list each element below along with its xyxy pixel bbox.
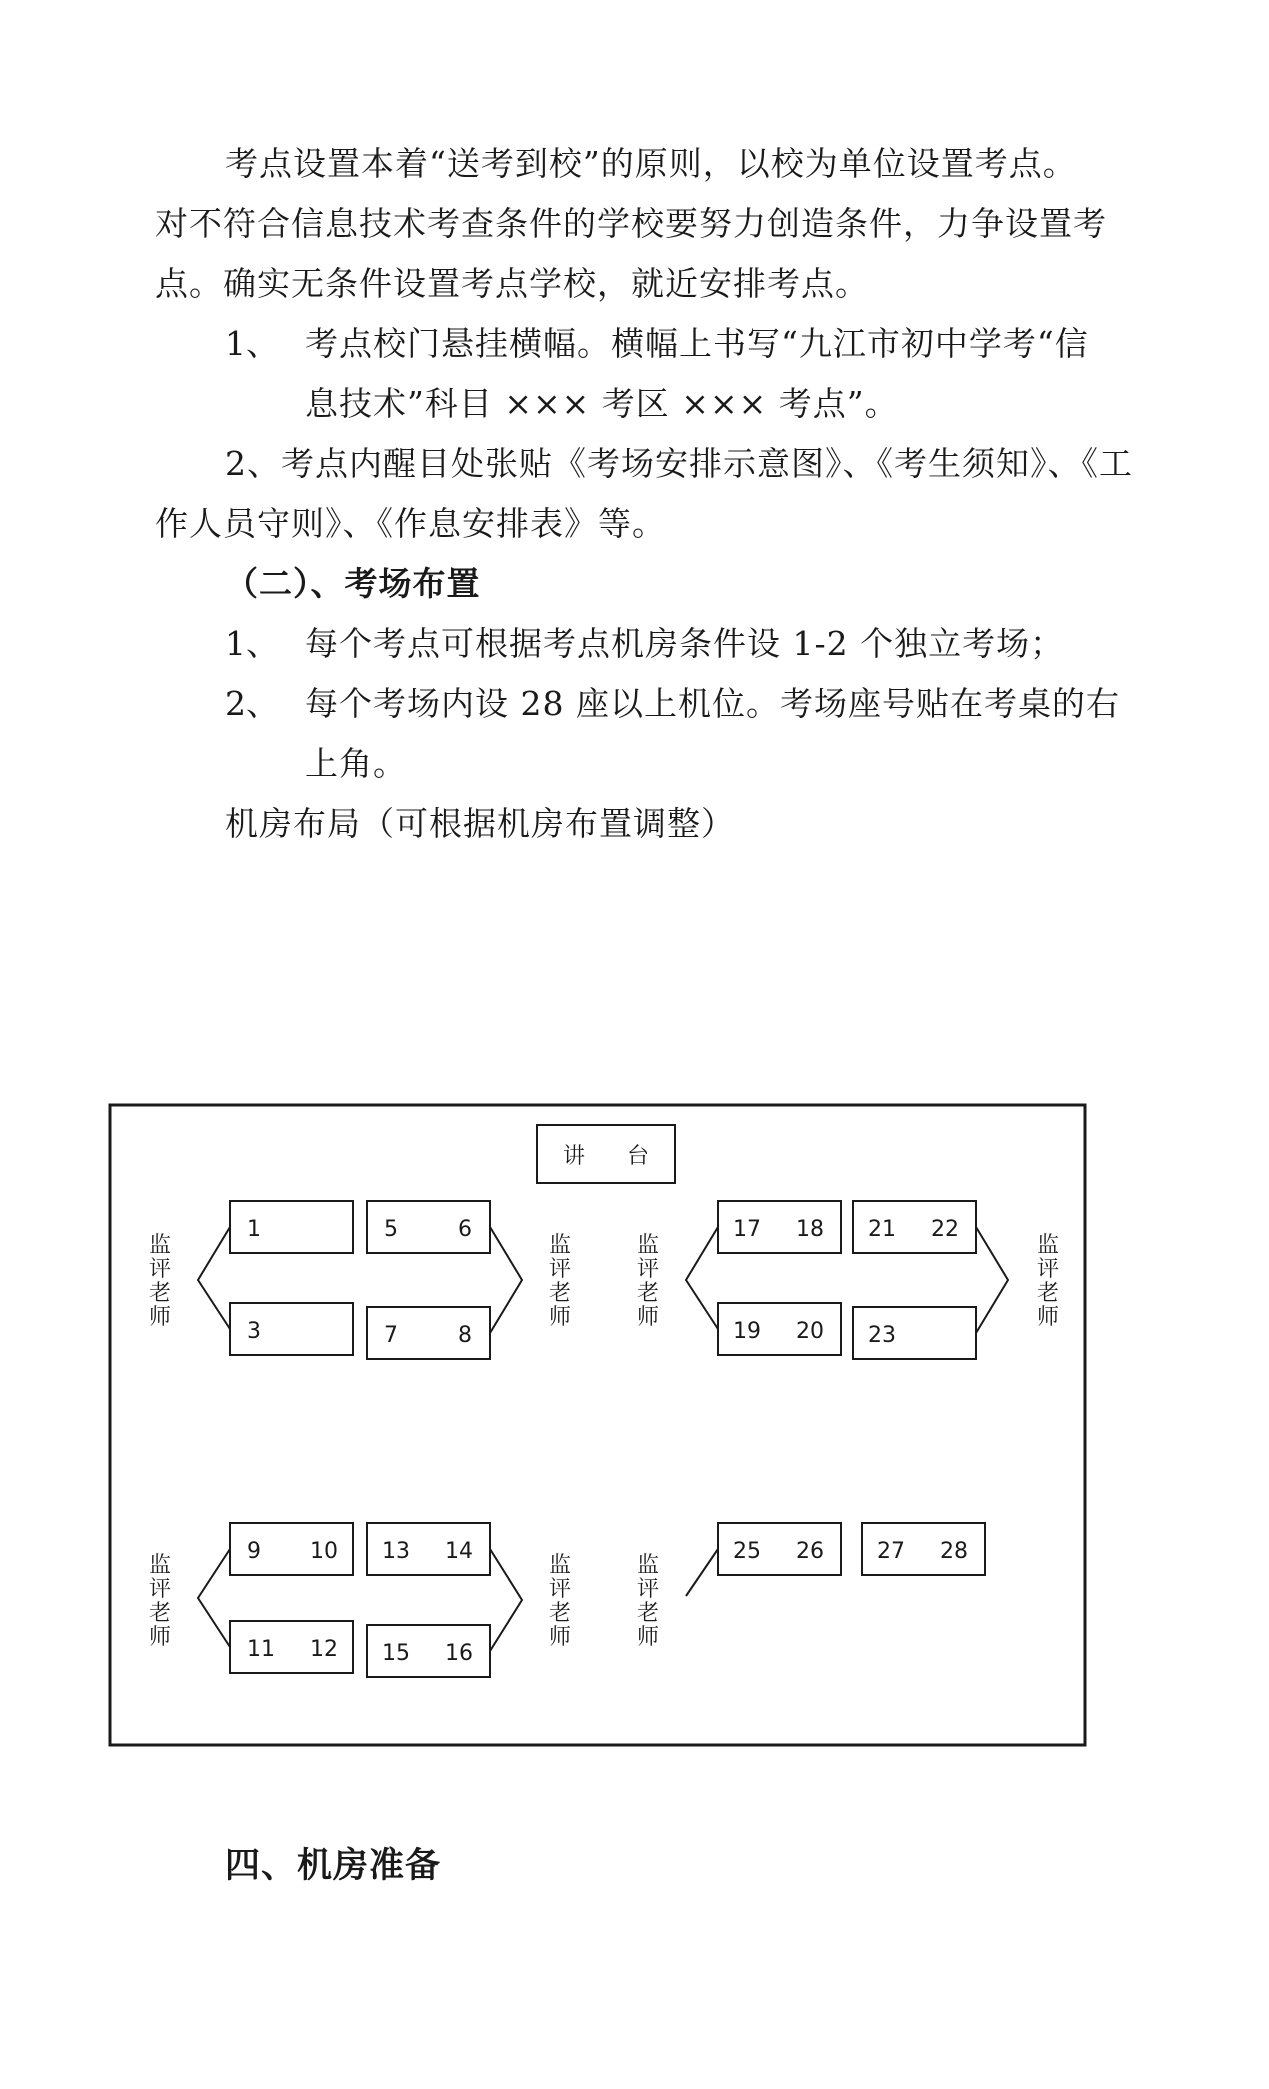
list-number: 1、	[225, 624, 279, 663]
svg-text:评: 评	[636, 1257, 660, 1282]
svg-text:老: 老	[148, 1601, 172, 1626]
svg-text:监: 监	[636, 1553, 660, 1578]
seat-number: 11	[247, 1637, 275, 1662]
svg-text:师: 师	[148, 1305, 172, 1330]
seat-number: 6	[458, 1217, 472, 1242]
svg-text:老: 老	[548, 1601, 572, 1626]
desk	[862, 1523, 985, 1575]
proctor-label	[149, 1553, 171, 1650]
seat-number: 9	[247, 1539, 261, 1564]
list-item-text: 每个考场内设 28 座以上机位。考场座号贴在考桌的右	[305, 684, 1120, 723]
seat-number: 10	[310, 1539, 338, 1564]
connector-line	[198, 1227, 230, 1329]
svg-text:老: 老	[1036, 1281, 1060, 1306]
seat-number: 22	[931, 1217, 959, 1242]
svg-text:老: 老	[636, 1601, 660, 1626]
connector-line	[976, 1227, 1008, 1333]
seat-number: 12	[310, 1637, 338, 1662]
section-heading: 四、机房准备	[225, 1845, 442, 1886]
proctor-label	[637, 1553, 659, 1650]
list-item-text: 每个考点可根据考点机房条件设 1-2 个独立考场；	[305, 624, 1065, 663]
desk	[853, 1307, 976, 1359]
seat-number: 8	[458, 1323, 472, 1348]
podium-box	[537, 1125, 675, 1183]
svg-text:师: 师	[636, 1305, 660, 1330]
svg-text:评: 评	[148, 1577, 172, 1602]
desk	[230, 1201, 353, 1253]
svg-text:监: 监	[1036, 1233, 1060, 1258]
svg-text:监: 监	[148, 1553, 172, 1578]
seat-number: 25	[733, 1539, 761, 1564]
list-number: 2、	[225, 684, 279, 723]
svg-text:评: 评	[636, 1577, 660, 1602]
seat-number: 28	[940, 1539, 968, 1564]
desk	[230, 1621, 353, 1673]
seat-number: 23	[868, 1323, 896, 1348]
paragraph-line: 2、考点内醒目处张贴《考场安排示意图》、《考生须知》、《工	[225, 444, 1133, 483]
seat-number: 15	[382, 1641, 410, 1666]
list-item-text: 上角。	[305, 744, 407, 783]
svg-text:评: 评	[148, 1257, 172, 1282]
svg-text:老: 老	[636, 1281, 660, 1306]
svg-text:老: 老	[148, 1281, 172, 1306]
connector-line	[686, 1227, 718, 1329]
desk	[367, 1307, 490, 1359]
desk	[718, 1201, 841, 1253]
room-frame	[110, 1105, 1085, 1745]
seat-number: 26	[796, 1539, 824, 1564]
svg-text:评: 评	[1036, 1257, 1060, 1282]
connector-line	[490, 1549, 522, 1651]
seat-number: 1	[247, 1217, 261, 1242]
seat-number: 16	[445, 1641, 473, 1666]
seat-number: 21	[868, 1217, 896, 1242]
list-item-text: 息技术”科目 ××× 考区 ××× 考点”。	[305, 384, 899, 423]
paragraph-line: 点。确实无条件设置考点学校，就近安排考点。	[155, 264, 869, 303]
seat-number: 5	[384, 1217, 398, 1242]
proctor-label	[549, 1553, 571, 1650]
svg-text:师: 师	[548, 1305, 572, 1330]
seat-number: 18	[796, 1217, 824, 1242]
seat-number: 20	[796, 1319, 824, 1344]
seat-number: 7	[384, 1323, 398, 1348]
svg-text:师: 师	[636, 1625, 660, 1650]
svg-text:师: 师	[1036, 1305, 1060, 1330]
list-number: 1、	[225, 324, 279, 363]
layout-caption: 机房布局（可根据机房布置调整）	[225, 804, 735, 843]
seat-number: 19	[733, 1319, 761, 1344]
svg-text:师: 师	[548, 1625, 572, 1650]
seat-number: 17	[733, 1217, 761, 1242]
connector-line	[198, 1549, 230, 1647]
svg-text:监: 监	[148, 1233, 172, 1258]
list-item-text: 考点校门悬挂横幅。横幅上书写“九江市初中学考“信	[305, 324, 1089, 363]
seat-number: 3	[247, 1319, 261, 1344]
proctor-label	[1037, 1233, 1059, 1330]
desk	[230, 1523, 353, 1575]
desk	[718, 1523, 841, 1575]
svg-text:老: 老	[548, 1281, 572, 1306]
seat-number: 13	[382, 1539, 410, 1564]
proctor-label	[149, 1233, 171, 1330]
desk	[367, 1625, 490, 1677]
podium-label: 讲 台	[563, 1144, 649, 1169]
paragraph-line: 作人员守则》、《作息安排表》等。	[155, 504, 666, 543]
paragraph-line: 考点设置本着“送考到校”的原则，以校为单位设置考点。	[225, 144, 1077, 183]
desk	[367, 1201, 490, 1253]
desk	[853, 1201, 976, 1253]
desk	[718, 1303, 841, 1355]
proctor-label	[549, 1233, 571, 1330]
svg-text:评: 评	[548, 1257, 572, 1282]
desk	[367, 1523, 490, 1575]
svg-text:监: 监	[548, 1553, 572, 1578]
proctor-label	[637, 1233, 659, 1330]
connector-line	[490, 1227, 522, 1333]
seat-number: 14	[445, 1539, 473, 1564]
section-heading: （二）、考场布置	[225, 564, 481, 603]
desk	[230, 1303, 353, 1355]
svg-text:监: 监	[636, 1233, 660, 1258]
seat-number: 27	[877, 1539, 905, 1564]
svg-text:师: 师	[148, 1625, 172, 1650]
paragraph-line: 对不符合信息技术考查条件的学校要努力创造条件，力争设置考	[155, 204, 1107, 243]
svg-text:评: 评	[548, 1577, 572, 1602]
connector-line	[686, 1549, 718, 1596]
svg-text:监: 监	[548, 1233, 572, 1258]
